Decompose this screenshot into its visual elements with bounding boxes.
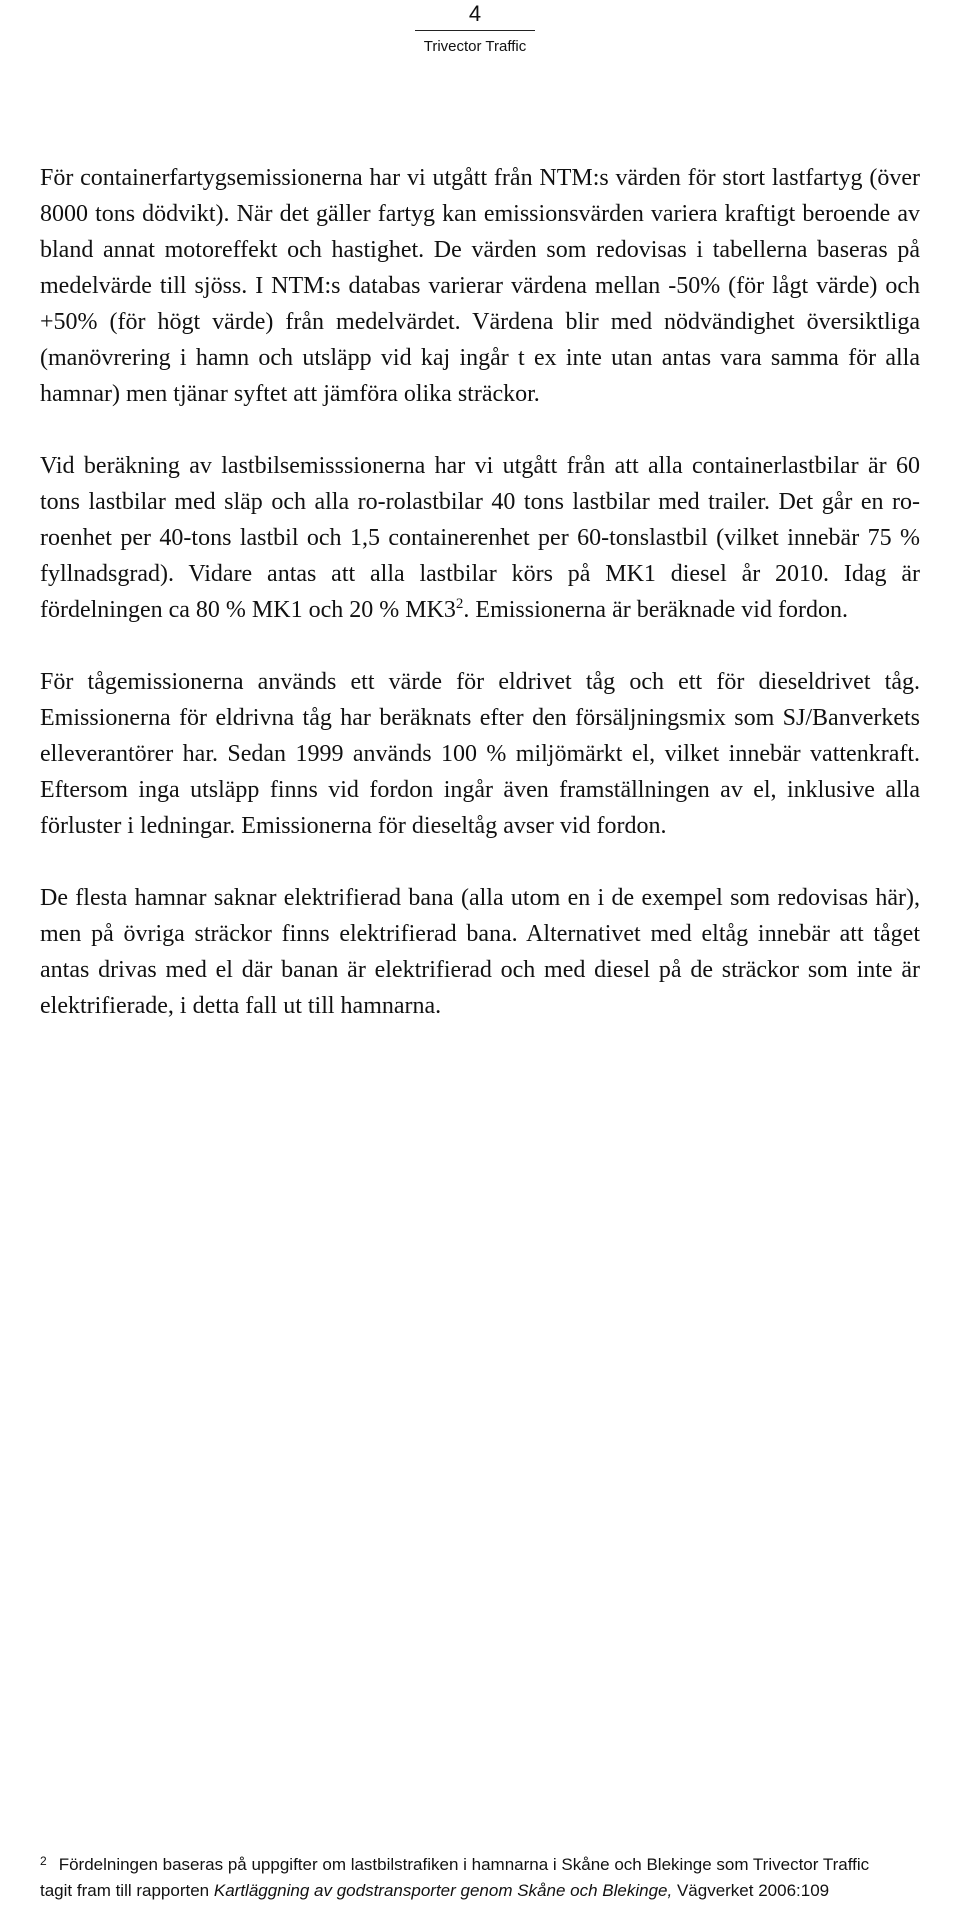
paragraph-trains: För tågemissionerna används ett värde för eldrivet tåg och ett för dieseldrivet tåg. Emissionerna för eldrivna tåg har beräknats efter den försäljningsmix som SJ/Banverkets elleverantörer har. Sedan 1999 används 100 % miljömärkt el, vilket innebär vattenkraft. Eftersom inga utsläpp finns vid fordon ingår även framställningen av el, inklusive alla förluster i ledningar. Emissionerna för dieseltåg avser vid fordon. (40, 669, 920, 839)
page-number: 4 (468, 1, 482, 26)
footnote (40, 1852, 940, 1904)
footnote-text-2: tagit fram till rapporten (40, 1881, 214, 1900)
running-head: Trivector Traffic (423, 38, 527, 55)
paragraph-electrification: De flesta hamnar saknar elektrifierad bana (alla utom en i de exempel som redovisas här), men på övriga sträckor finns elektrifierad bana. Alternativet med eltåg innebär att tåget antas drivas med el där banan är elektrifierad och med diesel på de sträckor som inte är elektrifierade, i detta fall ut till hamnarna. (40, 885, 920, 1019)
paragraph-trucks-text-end: . Emissionerna är beräknade vid fordon. (463, 597, 848, 623)
footnote-line-2 (40, 1878, 940, 1904)
paragraph-trucks (40, 448, 920, 628)
footnote-report-title: Kartläggning av godstransporter genom Skåne och Blekinge, (213, 1881, 673, 1900)
page-header (415, 0, 535, 57)
header-divider (415, 30, 535, 31)
footnote-text-3: Vägverket 2006:109 (672, 1881, 830, 1900)
paragraph-container-ships: För containerfartygsemissionerna har vi utgått från NTM:s värden för stort lastfartyg (över 8000 tons dödvikt). När det gäller fartyg kan emissionsvärden variera kraftigt beroende av bland annat motoreffekt och hastighet. De värden som redovisas i tabellerna baseras på medelvärde till sjöss. I NTM:s databas varierar värdena mellan -50% (för lågt värde) och +50% (för högt värde) från medelvärdet. Värdena blir med nödvändighet översiktliga (manövrering i hamn och utsläpp vid kaj ingår t ex inte utan antas vara samma för alla hamnar) men tjänar syftet att jämföra olika sträckor. (40, 165, 920, 407)
footnote-mark: 2 (40, 1854, 47, 1868)
footnote-reference: 2 (455, 596, 464, 612)
footnote-line-1 (40, 1852, 940, 1878)
document-body (40, 160, 920, 1060)
footnote-text: Fördelningen baseras på uppgifter om lastbilstrafiken i hamnarna i Skåne och Blekinge som Trivector Traffic (58, 1855, 870, 1874)
paragraph-trucks-text: Vid beräkning av lastbilsemisssionerna har vi utgått från att alla containerlastbilar är 60 tons lastbilar med släp och alla ro-rolastbilar 40 tons lastbilar med trailer. Det går en ro-roenhet per 40-tons lastbil och 1,5 containerenhet per 60-tonslastbil (vilket innebär 75 % fyllnadsgrad). Vidare antas att alla lastbilar körs på MK1 diesel år 2010. Idag är fördelningen ca 80 % MK1 och 20 % MK3 (40, 453, 920, 623)
